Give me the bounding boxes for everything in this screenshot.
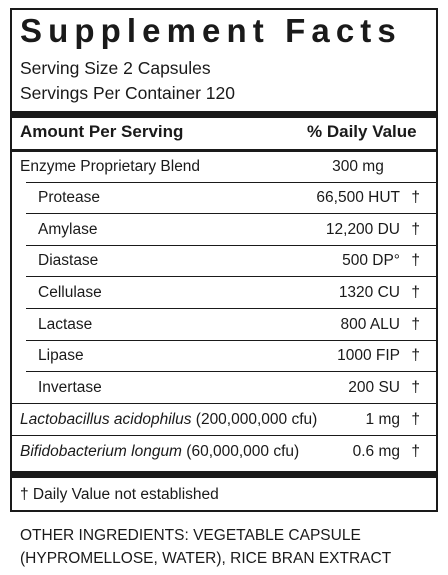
table-row [12,246,436,277]
enzyme-amount: 500 DP° [342,252,400,269]
serving-size: Serving Size 2 Capsules [20,58,211,78]
table-row [12,152,436,183]
table-row [12,310,436,341]
enzyme-amount: 200 SU [348,379,400,396]
top-divider [12,111,436,118]
panel-title: Supplement Facts [20,12,402,49]
enzyme-name: Lipase [38,347,84,364]
enzyme-amount: 1000 FIP [337,347,400,364]
enzyme-name: Amylase [38,221,98,238]
supplement-facts-panel [10,8,438,512]
dagger-mark: † [411,443,420,460]
probiotic-name: Lactobacillus acidophilus (200,000,000 cfu) [20,411,318,428]
dagger-mark: † [411,189,420,206]
table-row [12,278,436,309]
other-ingredients: OTHER INGREDIENTS: VEGETABLE CAPSULE (HYPROMELLOSE, WATER), RICE BRAN EXTRACT [20,527,392,567]
enzyme-amount: 1320 CU [338,284,400,301]
servings-per-container: Servings Per Container 120 [20,83,235,103]
dagger-mark: † [411,221,420,238]
dagger-mark: † [411,316,420,333]
dagger-mark: † [411,252,420,269]
probiotic-amount: 1 mg [365,411,400,428]
table-row [12,373,436,404]
enzyme-amount: 66,500 HUT [316,189,400,206]
table-row [12,437,436,468]
enzyme-name: Cellulase [38,284,102,301]
table-row [12,341,436,372]
dagger-mark: † [411,347,420,364]
footnote: † Daily Value not established [20,486,219,503]
amount-per-serving-header: Amount Per Serving [20,122,184,141]
blend-amount: 300 mg [332,158,384,175]
enzyme-name: Protease [38,189,101,206]
enzyme-name: Lactase [38,316,93,333]
table-row [12,215,436,246]
dagger-mark: † [411,379,420,396]
enzyme-amount: 800 ALU [340,316,400,333]
dagger-mark: † [411,284,420,301]
bottom-divider [12,471,436,478]
table-row [12,183,436,214]
table-row [12,405,436,436]
enzyme-amount: 12,200 DU [325,221,400,238]
dagger-mark: † [411,411,420,428]
daily-value-header: % Daily Value [307,122,417,141]
enzyme-name: Invertase [38,379,102,396]
probiotic-amount: 0.6 mg [352,443,400,460]
enzyme-name: Diastase [38,252,99,269]
probiotic-name: Bifidobacterium longum (60,000,000 cfu) [20,443,300,460]
blend-name: Enzyme Proprietary Blend [20,158,201,175]
